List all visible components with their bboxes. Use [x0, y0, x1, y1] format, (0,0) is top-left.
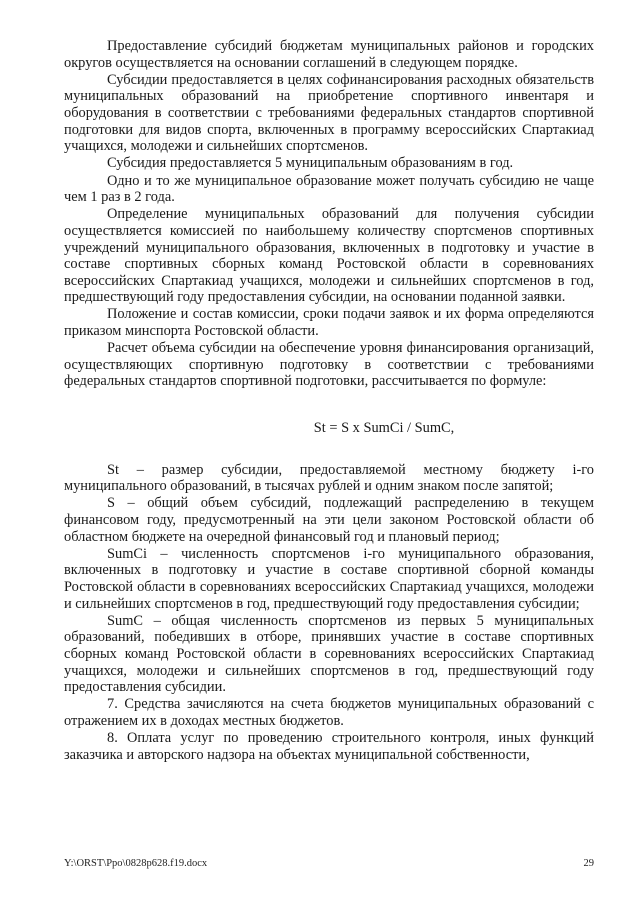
- formula: St = S x SumCi / SumC,: [313, 420, 455, 437]
- document-body: [64, 38, 594, 764]
- paragraph: 7. Средства зачисляются на счета бюджетов муниципальных образований с отражением их в доходах местных бюджетов.: [64, 696, 594, 729]
- paragraph: Определение муниципальных образований для получения субсидии осуществляется комиссией по наибольшему количеству спортсменов спортивных учреждений муниципального образования, включенных в подготовку и участие в составе спортивных сборных команд Ростовской области в соревнованиях всероссийских Спартакиад учащихся, молодежи и сильнейших спортсменов в год, предшествующий году предоставления субсидии, на основании поданной заявки.: [64, 206, 594, 306]
- paragraph: S – общий объем субсидий, подлежащий распределению в текущем финансовом году, предусмотренный на эти цели законом Ростовской области об областном бюджете на очередной финансовый год и плановый период;: [64, 495, 594, 545]
- paragraph: SumC – общая численность спортсменов из первых 5 муниципальных образований, победивших в отборе, принявших участие в составе спортивных сборных команд Ростовской области в соревнованиях всероссийских Спартакиад учащихся, молодежи и сильнейших спортсменов в год, предшествующий году предоставления субсидии.: [64, 612, 594, 696]
- paragraph: Расчет объема субсидии на обеспечение уровня финансирования организаций, осуществляющих спортивную подготовку в соответствии с требованиями федеральных стандартов спортивной подготовки, рассчитывается по формуле:: [64, 340, 594, 390]
- paragraph: Положение и состав комиссии, сроки подачи заявок и их форма определяются приказом минспорта Ростовской области.: [64, 306, 594, 340]
- footer-file-path: Y:\ORST\Ppo\0828p628.f19.docx: [64, 858, 208, 869]
- paragraph: SumCi – численность спортсменов i-го муниципального образования, включенных в подготовку и участие в составе спортивной сборной команды Ростовской области в соревнованиях всероссийских Спартакиад учащихся, молодежи и сильнейших спортсменов в год, предшествующий году предоставления субсидии;: [64, 545, 594, 612]
- paragraph: St – размер субсидии, предоставляемой местному бюджету i-го муниципального образований, в тысячах рублей и одним знаком после запятой;: [64, 461, 594, 495]
- paragraph: Предоставление субсидий бюджетам муниципальных районов и городских округов осуществляется на основании соглашений в следующем порядке.: [64, 38, 594, 71]
- paragraph: 8. Оплата услуг по проведению строительного контроля, иных функций заказчика и авторского надзора на объектах муниципальной собственности,: [64, 730, 594, 763]
- paragraph: Субсидия предоставляется 5 муниципальным образованиям в год.: [107, 155, 514, 172]
- paragraph: Одно и то же муниципальное образование может получать субсидию не чаще чем 1 раз в 2 года.: [64, 172, 594, 206]
- paragraph: Субсидии предоставляется в целях софинансирования расходных обязательств муниципальных образований на приобретение спортивного инвентаря и оборудования в соответствии с требованиями федеральных стандартов спортивной подготовки для видов спорта, включенных в программу всероссийских Спартакиад учащихся, молодежи и сильнейших спортсменов.: [64, 71, 594, 155]
- page-number: 29: [583, 858, 594, 869]
